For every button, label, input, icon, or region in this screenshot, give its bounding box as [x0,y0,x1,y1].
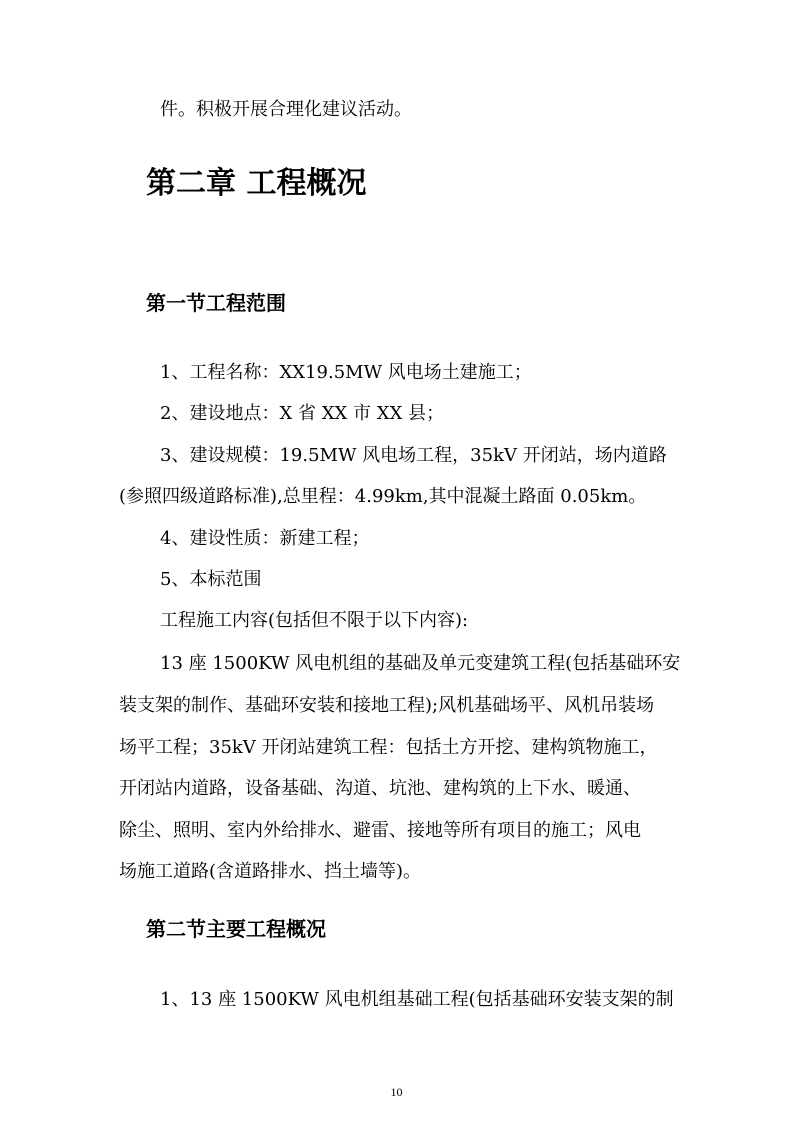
paragraph-line: 场平工程；35kV 开闭站建筑工程：包括土方开挖、建构筑物施工， [119,737,658,758]
list-item: 2、建设地点：X 省 XX 市 XX 县； [160,403,445,424]
list-item: 1、工程名称：XX19.5MW 风电场土建施工； [160,362,532,383]
list-item: 3、建设规模：19.5MW 风电场工程，35kV 开闭站，场内道路 [160,445,667,466]
list-item-continuation: (参照四级道路标准),总里程：4.99km,其中混凝土路面 0.05km。 [119,486,647,507]
list-item: 5、本标范围 [160,569,262,590]
paragraph-line: 除尘、照明、室内外给排水、避雷、接地等所有项目的施工；风电 [119,820,641,841]
chapter-title: 第二章 工程概况 [146,166,367,201]
paragraph-line: 开闭站内道路，设备基础、沟道、坑池、建构筑的上下水、暖通、 [119,778,641,799]
paragraph-line: 13 座 1500KW 风电机组的基础及单元变建筑工程(包括基础环安 [160,653,681,674]
list-item: 4、建设性质：新建工程； [160,528,370,549]
page-number: 10 [390,1085,403,1099]
section-title-scope: 第一节工程范围 [146,291,286,315]
list-item: 1、13 座 1500KW 风电机组基础工程(包括基础环安装支架的制 [160,989,674,1010]
paragraph-line: 场施工道路(含道路排水、挡土墙等)。 [119,861,422,882]
continuation-text: 件。积极开展合理化建议活动。 [160,99,412,120]
paragraph-line: 装支架的制作、基础环安装和接地工程);风机基础场平、风机吊装场 [119,695,655,716]
section-title-overview: 第二节主要工程概况 [146,917,326,941]
paragraph-intro: 工程施工内容(包括但不限于以下内容): [160,610,469,631]
